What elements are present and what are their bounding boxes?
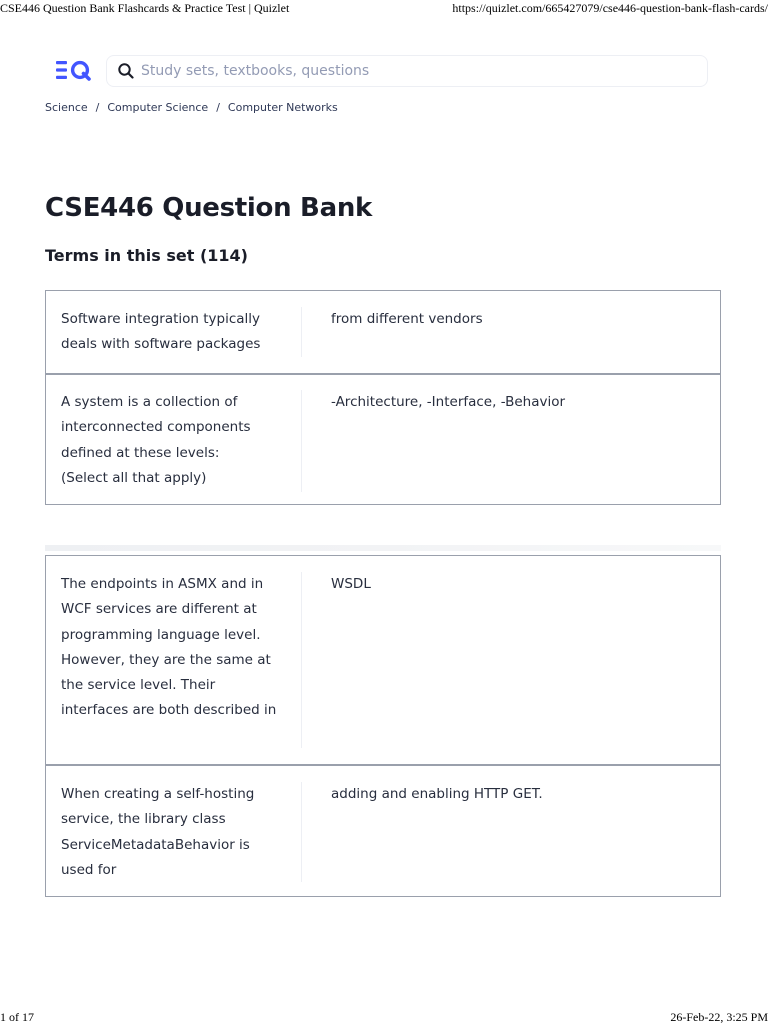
card-definition: from different vendors [331, 311, 483, 327]
breadcrumb-item-computer-networks[interactable]: Computer Networks [227, 101, 338, 114]
card-definition: WSDL [331, 576, 371, 592]
card-definition: -Architecture, -Interface, -Behavior [331, 394, 566, 410]
breadcrumb-separator: / [95, 101, 100, 114]
breadcrumb [45, 101, 338, 114]
flashcard-group [45, 290, 721, 505]
breadcrumb-item-science[interactable]: Science [45, 101, 88, 114]
print-page-title: CSE446 Question Bank Flashcards & Practice Test | Quizlet [0, 1, 290, 15]
print-page-number: 1 of 17 [0, 1010, 34, 1024]
section-divider [45, 545, 721, 551]
breadcrumb-separator: / [216, 101, 220, 114]
card-term: A system is a collection of interconnected components defined at these levels: (Select all that apply) [61, 394, 251, 486]
page-title: CSE446 Question Bank [45, 193, 373, 223]
search-input[interactable] [106, 55, 708, 87]
card-term: When creating a self-hosting service, the library class ServiceMetadataBehavior is used for [61, 786, 255, 878]
print-header [0, 1, 768, 17]
card-divider [301, 390, 302, 492]
card-divider [301, 307, 302, 357]
flashcard [46, 556, 720, 764]
print-datetime: 26-Feb-22, 3:25 PM [670, 1010, 768, 1024]
terms-heading: Terms in this set (114) [45, 246, 248, 265]
breadcrumb-item-computer-science[interactable]: Computer Science [107, 101, 209, 114]
quizlet-logo-icon[interactable] [56, 58, 92, 82]
card-divider [301, 572, 302, 748]
flashcard-group [45, 555, 721, 897]
search-placeholder: Study sets, textbooks, questions [141, 63, 370, 79]
flashcard [46, 291, 720, 373]
flashcard [46, 764, 720, 898]
card-definition: adding and enabling HTTP GET. [331, 786, 543, 802]
card-divider [301, 782, 302, 882]
card-term: Software integration typically deals with software packages [61, 311, 261, 353]
print-page-url: https://quizlet.com/665427079/cse446-question-bank-flash-cards/ [452, 1, 768, 15]
card-term: The endpoints in ASMX and in WCF services are different at programming language level. However, they are the same at the service level. Their interfaces are both described in [61, 576, 277, 719]
flashcard [46, 373, 720, 506]
search-icon [117, 62, 135, 80]
